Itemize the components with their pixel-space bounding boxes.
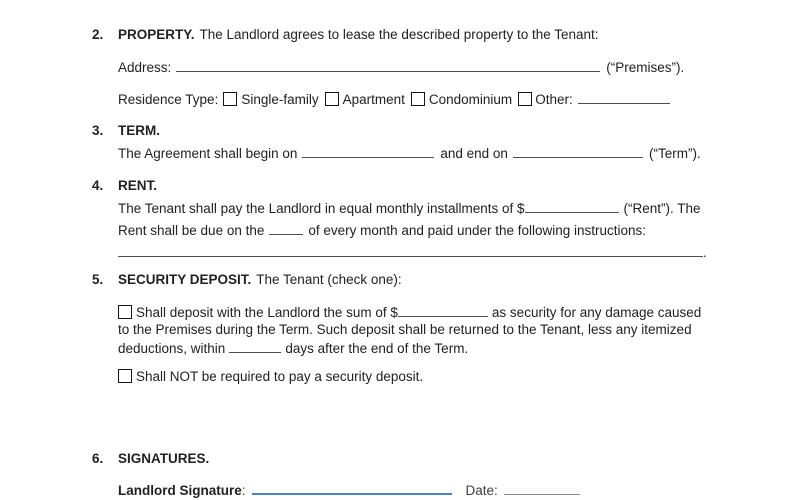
rent-suffix-text: (“Rent”). The: [623, 201, 701, 216]
term-body-row: [118, 144, 701, 162]
date-label: Date:: [465, 483, 498, 498]
rent-amount-line[interactable]: [525, 199, 619, 213]
deposit-option1-part2: as security for any damage caused to the Premises during the Term. Such deposit shall be returned to the Tenant, less any itemized deductions, within: [118, 305, 702, 356]
section-signatures-number: 6.: [92, 451, 104, 466]
payment-instructions-row: [118, 243, 707, 261]
residence-type-row: [118, 90, 670, 108]
rent-due-day-line[interactable]: [269, 221, 303, 235]
condominium-checkbox[interactable]: [411, 92, 425, 106]
section-property-header: [92, 26, 599, 43]
rent-line2: [118, 221, 646, 239]
term-end-date-line[interactable]: [513, 144, 643, 158]
deposit-option1-part1: Shall deposit with the Landlord the sum of $: [136, 305, 398, 320]
date-line[interactable]: [504, 480, 580, 495]
payment-instructions-line[interactable]: [118, 243, 703, 257]
rent-due-text: Rent shall be due on the: [118, 223, 265, 238]
deposit-option2: [118, 368, 423, 385]
apartment-checkbox[interactable]: [325, 92, 339, 106]
address-label: Address:: [118, 60, 172, 75]
deposit-option1: [118, 303, 714, 357]
deposit-no-checkbox[interactable]: [118, 369, 132, 383]
section-deposit-header: [92, 271, 402, 288]
section-property-intro: The Landlord agrees to lease the described property to the Tenant:: [199, 27, 599, 42]
section-signatures-title: SIGNATURES.: [118, 451, 210, 466]
single-family-checkbox[interactable]: [223, 92, 237, 106]
address-field-line[interactable]: [176, 58, 600, 72]
rent-amount-text: The Tenant shall pay the Landlord in equal monthly installments of $: [118, 201, 525, 216]
section-deposit-intro: The Tenant (check one):: [256, 272, 402, 287]
address-row: [118, 58, 684, 76]
term-begin-text: The Agreement shall begin on: [118, 146, 298, 161]
section-property-title: PROPERTY.: [118, 27, 195, 42]
landlord-signature-line[interactable]: [252, 479, 452, 495]
rent-instructions-text: of every month and paid under the following instructions:: [308, 223, 647, 238]
term-suffix: (“Term”).: [648, 146, 701, 161]
term-end-text: and end on: [440, 146, 508, 161]
other-label: Other:: [535, 92, 573, 107]
landlord-signature-colon: :: [241, 483, 246, 498]
landlord-signature-label: Landlord Signature: [118, 483, 242, 498]
deposit-option1-part3: days after the end of the Term.: [285, 340, 469, 356]
deposit-amount-line[interactable]: [398, 303, 488, 317]
section-deposit-title: SECURITY DEPOSIT.: [118, 272, 252, 287]
single-family-label: Single-family: [241, 92, 319, 107]
section-term-number: 3.: [92, 123, 104, 138]
section-term-title: TERM.: [118, 123, 160, 138]
section-rent-number: 4.: [92, 178, 104, 193]
term-start-date-line[interactable]: [302, 144, 434, 158]
deposit-yes-checkbox[interactable]: [118, 305, 132, 319]
section-property-number: 2.: [92, 27, 104, 42]
section-signatures-header: [92, 450, 209, 467]
section-rent-header: [92, 177, 157, 194]
section-term-header: [92, 122, 160, 139]
apartment-label: Apartment: [342, 92, 405, 107]
landlord-signature-row: [118, 479, 580, 499]
residence-type-label: Residence Type:: [118, 92, 219, 107]
fill-line-period: .: [703, 245, 707, 260]
other-field-line[interactable]: [578, 90, 670, 104]
other-checkbox[interactable]: [518, 92, 532, 106]
rent-line1: [118, 199, 701, 217]
deposit-option2-text: Shall NOT be required to pay a security deposit.: [136, 369, 424, 384]
section-rent-title: RENT.: [118, 178, 158, 193]
deposit-days-line[interactable]: [229, 339, 281, 353]
premises-suffix: (“Premises”).: [606, 60, 685, 75]
condominium-label: Condominium: [428, 92, 513, 107]
section-deposit-number: 5.: [92, 272, 104, 287]
